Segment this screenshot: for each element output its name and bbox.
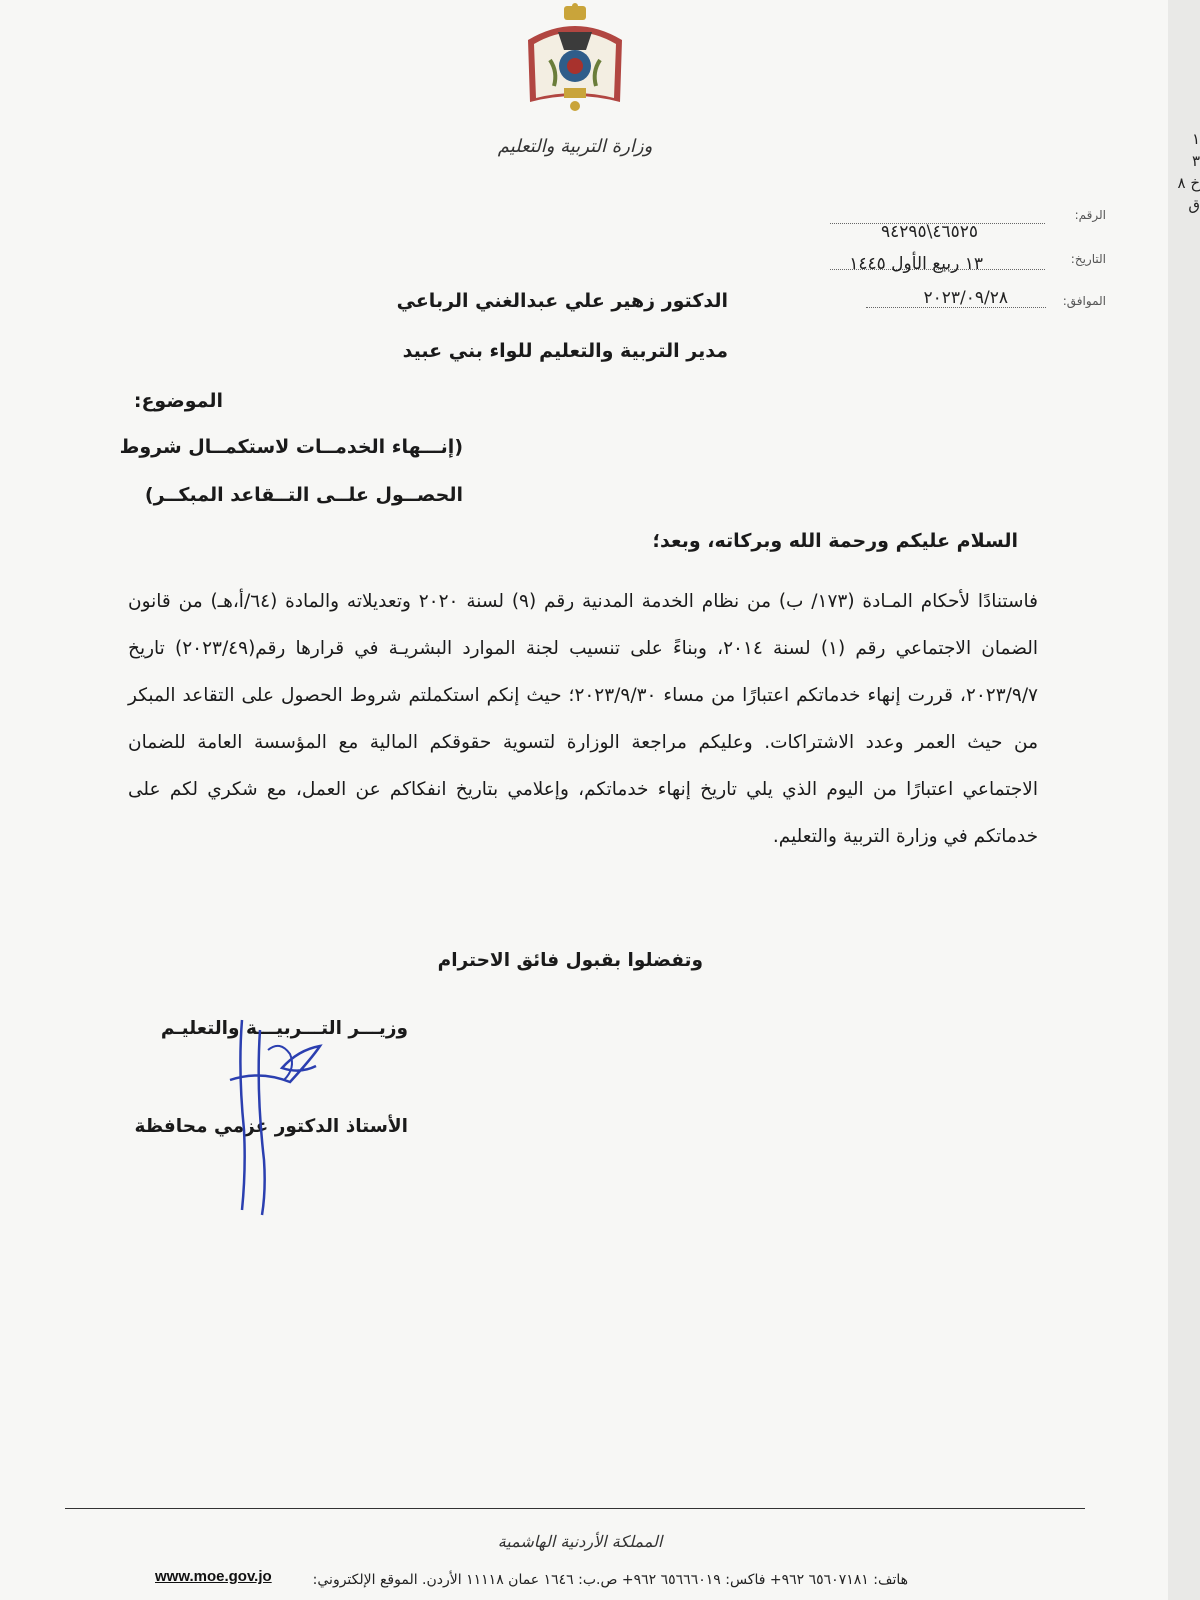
corresponding-date-label: الموافق:	[1062, 294, 1106, 308]
ministry-logo-text: وزارة التربية والتعليم	[497, 136, 653, 157]
signatory-name: الأستاذ الدكتور عزمي محافظة	[134, 1116, 408, 1137]
reference-number-value: ٤٦٥٢٥\٩٤٢٩٥	[880, 222, 978, 242]
handwritten-signature	[220, 1010, 330, 1220]
edge-mark: ١	[1191, 130, 1200, 148]
edge-mark: ق	[1188, 196, 1200, 214]
edge-mark: ٣	[1191, 152, 1200, 170]
letter-body: فاستنادًا لأحكام المـادة (١٧٣/ ب) من نظام الخدمة المدنية رقم (٩) لسنة ٢٠٢٠ وتعديلاته والمادة (٦٤/أ،هـ) من قانون الضمان الاجتماعي رقم (١) لسنة ٢٠١٤، وبناءً على تنسيب لجنة الموارد البشريـة في قرارها رقم(٢٠٢٣/٤٩) تاريخ ٢٠٢٣/٩/٧، قررت إنهاء خدماتكم اعتبارًا من مساء ٢٠٢٣/٩/٣٠؛ حيث إنكم استكملتم شروط الحصول على التقاعد المبكر من حيث العمر وعدد الاشتراكات. وعليكم مراجعة الوزارة لتسوية حقوقكم المالية مع المؤسسة العامة للضمان الاجتماعي اعتبارًا من اليوم الذي يلي تاريخ إنهاء خدماتكم، وإعلامي بتاريخ انفكاكم عن العمل، مع شكري لكم على خدماتكم في وزارة التربية والتعليم.	[128, 591, 1039, 847]
signatory-title: وزيـــر التـــربيـــة والتعليـم	[160, 1018, 408, 1039]
subject-line-1: (إنـــهاء الخدمــات لاستكمــال شروط	[119, 436, 463, 458]
edge-margin-marks	[1164, 128, 1200, 216]
date-label: التاريخ:	[1070, 252, 1106, 266]
closing-salutation: وتفضلوا بقبول فائق الاحترام	[437, 950, 703, 971]
greeting: السلام عليكم ورحمة الله وبركاته، وبعد؛	[652, 530, 1018, 552]
footer-contact-info: هاتف: ٦٥٦٠٧١٨١ ٩٦٢+ فاكس: ٦٥٦٦٦٠١٩ ٩٦٢+ ص.ب: ١٦٤٦ عمان ١١١١٨ الأردن. الموقع الإلكتروني:	[312, 1572, 908, 1588]
edge-mark: خ ٨	[1177, 174, 1200, 192]
reference-number-label: الرقم:	[1074, 208, 1106, 222]
footer-kingdom-name: المملكة الأردنية الهاشمية	[497, 1532, 663, 1551]
corresponding-date-value: ٢٠٢٣/٠٩/٢٨	[923, 288, 1008, 308]
recipient-name: الدكتور زهير علي عبدالغني الرباعي	[396, 290, 728, 312]
recipient-title: مدير التربية والتعليم للواء بني عبيد	[402, 340, 728, 362]
page-edge-strip	[1168, 0, 1200, 1600]
subject-label: الموضوع:	[133, 390, 223, 412]
coat-of-arms-emblem	[520, 2, 630, 120]
date-value: ١٣ ربيع الأول ١٤٤٥	[849, 254, 983, 274]
subject-line-2: الحصــول علــى التــقاعد المبكــر)	[144, 484, 463, 506]
footer-website-link[interactable]: www.moe.gov.jo	[155, 1568, 272, 1585]
footer-divider	[65, 1508, 1085, 1509]
